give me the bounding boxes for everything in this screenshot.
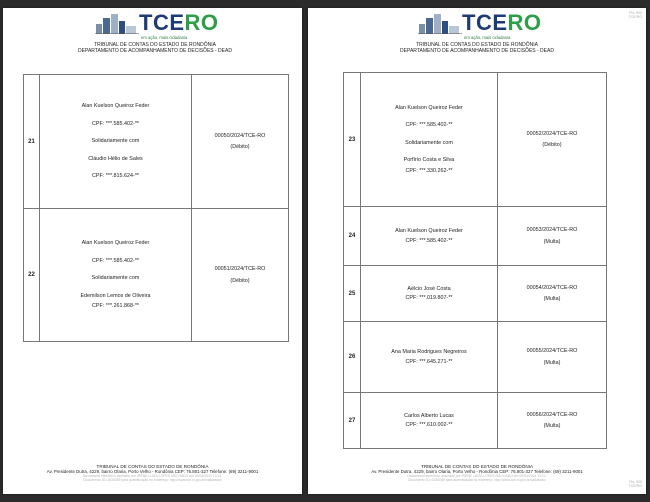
debtor-table-left: [23, 74, 289, 342]
table-row: [24, 75, 289, 209]
document-page-right: [308, 8, 646, 494]
footer-title: TRIBUNAL DE CONTAS DO ESTADO DE RONDÔNIA: [421, 464, 533, 469]
table-row: [24, 209, 289, 342]
debtor-cpf: CPF: ***.645.271-**: [405, 358, 453, 365]
header-org-name: TRIBUNAL DE CONTAS DO ESTADO DE RONDÔNIA: [94, 42, 216, 48]
tcero-logo: [95, 12, 219, 34]
table-row: [344, 207, 607, 266]
document-number: 00055/2024/TCE-RO: [526, 348, 578, 354]
document-type: (Multa): [543, 423, 561, 429]
debtor-cell: [40, 75, 192, 209]
row-number: 26: [344, 322, 361, 393]
header-department: DEPARTAMENTO DE ACOMPANHAMENTO DE DECISÕES - DEAD: [78, 48, 232, 54]
debtor-name: Alan Kuelson Queiroz Feder: [81, 103, 150, 110]
footer-address: Av. Presidente Dutra, 4229, bairro Olaria, Porto Velho - Rondônia CEP: 76.801-327 Telefone: (69) 3211-9001: [371, 469, 583, 474]
debtor-table-right: [343, 72, 607, 449]
table-row: [344, 266, 607, 322]
debtor-cell: [361, 393, 498, 449]
document-page-left: [3, 8, 302, 494]
header-department: DEPARTAMENTO DE ACOMPANHAMENTO DE DECISÕES - DEAD: [400, 48, 554, 54]
debtor-cell: [40, 209, 192, 342]
document-number: 00056/2024/TCE-RO: [526, 411, 578, 418]
document-number: 00050/2024/TCE-RO: [214, 132, 266, 139]
page-stamp-top: Fls. 900 TCE/RO: [628, 11, 642, 20]
document-type: (Débito): [230, 144, 250, 150]
footer-title: TRIBUNAL DE CONTAS DO ESTADO DE RONDÔNIA: [96, 464, 209, 469]
table-row: [344, 73, 607, 207]
document-cell: [498, 73, 607, 207]
table-row: [344, 322, 607, 393]
footer-address: Av. Presidente Dutra, 4229, bairro Olaria, Porto Velho - Rondônia CEP: 76.801-327 Telefone: (69) 3211-9001: [46, 469, 259, 474]
document-number: 00054/2024/TCE-RO: [526, 284, 578, 291]
footer-validation-note: Documento ID=1530089 para autenticação no endereço: http://www.tce.ro.gov.br/validardoc: [407, 478, 546, 482]
document-cell: [192, 75, 289, 209]
logo-wordmark: TCERO: [139, 10, 219, 35]
debtor-name: Aélcio José Costa: [407, 285, 451, 292]
page-stamp-bottom: Fls. 900 TCE/RO: [628, 480, 642, 489]
document-type: (Débito): [230, 277, 250, 284]
building-logo-icon: [95, 12, 139, 34]
footer-signature-note: Documento eletrônico assinado por IRENE LUIZA LOPES MACHADO em 09/04/2024 13:12.: [82, 474, 223, 478]
co-debtor-name: Cláudio Hélio de Sales: [88, 155, 143, 162]
footer-validation-note: Documento ID=1530089 para autenticação no endereço: http://www.tce.ro.gov.br/validardoc: [83, 478, 222, 482]
debtor-cell: [361, 207, 498, 266]
joint-liability-text: Solidariamente com: [91, 138, 140, 145]
document-type: (Débito): [542, 142, 562, 148]
table-row: [344, 393, 607, 449]
debtor-cpf: CPF: ***.585.402-**: [405, 237, 453, 244]
logo-wordmark: TCERO: [462, 10, 542, 35]
debtor-cell: [361, 266, 498, 322]
document-cell: [192, 209, 289, 342]
document-number: 00053/2024/TCE-RO: [526, 227, 578, 233]
document-type: (Multa): [543, 238, 561, 245]
debtor-name: Ana Maria Rodrigues Negreiros: [391, 349, 467, 355]
row-number: 23: [344, 73, 361, 207]
debtor-cpf: CPF: ***.019.807-**: [405, 295, 453, 301]
debtor-cpf: CPF: ***.610.002-**: [405, 422, 453, 428]
tcero-logo: [418, 12, 542, 34]
row-number: 24: [344, 207, 361, 266]
debtor-name: Alan Kuelson Queiroz Feder: [395, 228, 463, 234]
debtor-name: Carlos Alberto Lucas: [404, 412, 454, 419]
header-org-name: TRIBUNAL DE CONTAS DO ESTADO DE RONDÔNIA: [416, 42, 538, 48]
row-number: 27: [344, 393, 361, 449]
logo-tagline: em ação, mais cidadania: [141, 35, 188, 40]
debtor-cell: [361, 73, 498, 207]
debtor-name: Alan Kuelson Queiroz Feder: [395, 104, 463, 111]
document-cell: [498, 207, 607, 266]
row-number: 21: [24, 75, 40, 209]
document-cell: [498, 266, 607, 322]
co-debtor-name: Edemilson Lemos de Oliveira: [80, 292, 151, 299]
row-number: 22: [24, 209, 40, 342]
row-number: 25: [344, 266, 361, 322]
debtor-cpf: CPF: ***.585.402-**: [405, 122, 453, 129]
document-cell: [498, 393, 607, 449]
co-debtor-cpf: CPF: ***.815.624-**: [91, 173, 140, 180]
debtor-cpf: CPF: ***.585.402-**: [91, 120, 140, 127]
joint-liability-text: Solidariamente com: [405, 139, 453, 146]
footer-signature-note: Documento eletrônico assinado por IRENE LUIZA LOPES MACHADO em 09/04/2024 13:12.: [407, 474, 547, 478]
debtor-cpf: CPF: ***.585.402-**: [91, 257, 140, 264]
debtor-cell: [361, 322, 498, 393]
co-debtor-name: Porfírio Costa e Silva: [403, 157, 455, 164]
co-debtor-cpf: CPF: ***.330.262-**: [405, 167, 453, 174]
joint-liability-text: Solidariamente com: [91, 275, 140, 282]
building-logo-icon: [418, 12, 462, 34]
co-debtor-cpf: CPF: ***.261.868-**: [91, 303, 140, 310]
document-type: (Multa): [543, 296, 561, 302]
footer-left: [3, 464, 302, 482]
logo-tagline: em ação, mais cidadania: [464, 35, 511, 40]
document-cell: [498, 322, 607, 393]
document-number: 00051/2024/TCE-RO: [214, 266, 266, 272]
document-type: (Multa): [543, 359, 561, 366]
footer-right: [308, 464, 646, 482]
document-number: 00052/2024/TCE-RO: [526, 130, 578, 137]
debtor-name: Alan Kuelson Queiroz Feder: [81, 240, 150, 247]
